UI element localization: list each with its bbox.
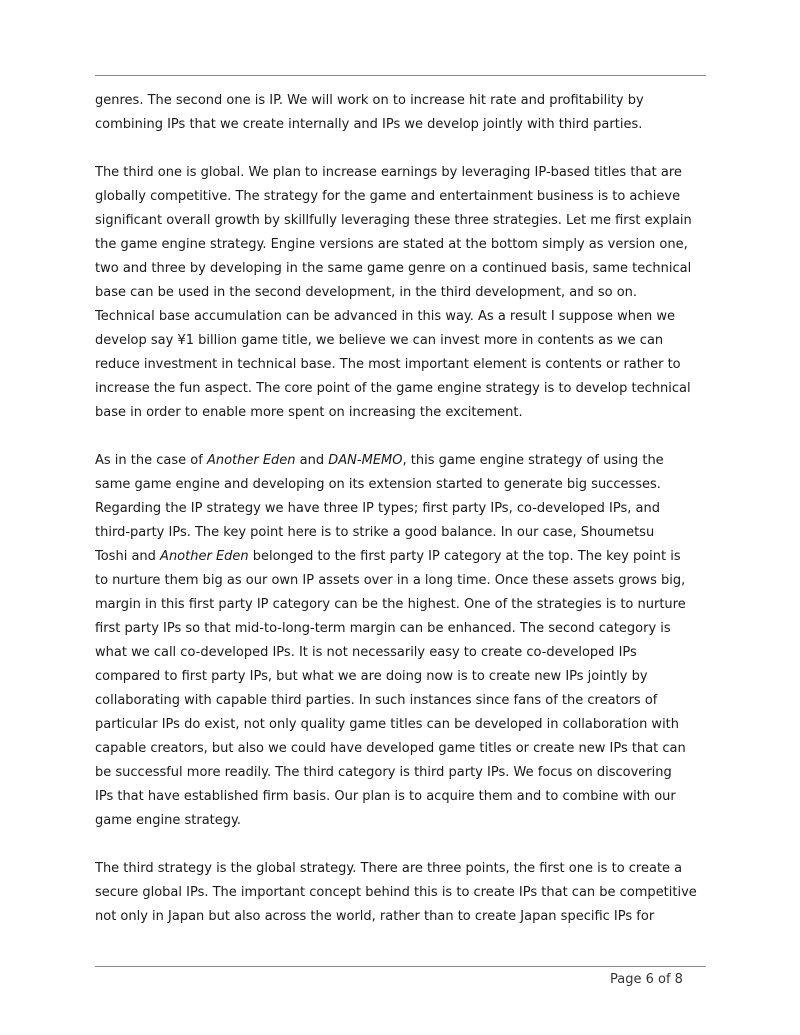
text-line [95,401,715,425]
text-segment: the game engine strategy. Engine versions are stated at the bottom simply as version one, [95,237,688,252]
text-segment: Regarding the IP strategy we have three IP types; first party IPs, co-developed IPs, and [95,501,660,516]
text-segment: IPs that have established firm basis. Our plan is to acquire them and to combine with our [95,789,676,804]
text-segment: not only in Japan but also across the world, rather than to create Japan specific IPs for [95,909,655,924]
text-segment: Technical base accumulation can be advanced in this way. As a result I suppose when we [95,309,676,324]
text-line [95,329,715,353]
text-line [95,665,715,689]
text-line [95,593,715,617]
text-segment: develop say ¥1 billion game title, we believe we can invest more in contents as we can [95,333,664,348]
paragraph [95,449,715,833]
text-line [95,809,715,833]
italic-title-text: Another Eden [206,453,296,468]
text-segment: As in the case of [95,453,207,468]
text-segment: margin in this first party IP category can be the highest. One of the strategies is to nurture [95,597,686,612]
text-line [95,617,715,641]
paragraph [95,161,715,425]
text-segment: The third one is global. We plan to increase earnings by leveraging IP-based titles that are [95,165,682,180]
text-line [95,857,715,881]
text-segment: significant overall growth by skillfully leveraging these three strategies. Let me first explain [95,213,692,228]
text-segment: base in order to enable more spent on increasing the excitement. [95,405,523,420]
text-line [95,281,715,305]
text-segment: , this game engine strategy of using the [402,453,664,468]
italic-title-text: Another Eden [160,549,249,564]
text-segment: combining IPs that we create internally and IPs we develop jointly with third parties. [95,117,643,132]
text-segment: The third strategy is the global strategy. There are three points, the first one is to create a [95,861,683,876]
text-segment: increase the fun aspect. The core point of the game engine strategy is to develop technical [95,381,691,396]
text-line [95,233,715,257]
text-segment: base can be used in the second development, in the third development, and so on. [95,285,638,300]
text-segment: belonged to the first party IP category at the top. The key point is [248,549,681,564]
text-line [95,89,715,113]
text-line [95,185,715,209]
text-line [95,737,715,761]
text-line [95,881,715,905]
text-line [95,905,715,929]
text-segment: globally competitive. The strategy for the game and entertainment business is to achieve [95,189,681,204]
text-segment: capable creators, but also we could have developed game titles or create new IPs that can [95,741,686,756]
text-line [95,689,715,713]
text-line [95,761,715,785]
text-segment: third-party IPs. The key point here is to strike a good balance. In our case, Shoumetsu [95,525,655,540]
text-line [95,641,715,665]
text-line [95,449,715,473]
text-line [95,161,715,185]
text-segment: first party IPs so that mid-to-long-term margin can be enhanced. The second category is [95,621,671,636]
text-segment: collaborating with capable third parties. In such instances since fans of the creators of [95,693,658,708]
text-segment: to nurture them big as our own IP assets over in a long time. Once these assets grows big, [95,573,686,588]
text-line [95,377,715,401]
paragraph [95,857,715,929]
text-segment: be successful more readily. The third category is third party IPs. We focus on discovering [95,765,672,780]
text-segment: reduce investment in technical base. The most important element is contents or rather to [95,357,681,372]
text-segment: what we call co-developed IPs. It is not necessarily easy to create co-developed IPs [95,645,637,660]
text-line [95,353,715,377]
document-body [95,89,715,953]
text-segment: particular IPs do exist, not only quality game titles can be developed in collaboration with [95,717,680,732]
text-segment: compared to first party IPs, but what we are doing now is to create new IPs jointly by [95,669,648,684]
text-segment: same game engine and developing on its extension started to generate big successes. [95,477,661,492]
text-line [95,305,715,329]
footer-divider [95,966,706,967]
text-line [95,209,715,233]
text-line [95,569,715,593]
italic-title-text: DAN-MEMO [328,453,403,468]
text-segment: genres. The second one is IP. We will work on to increase hit rate and profitability by [95,93,644,108]
text-line [95,473,715,497]
text-segment: secure global IPs. The important concept behind this is to create IPs that can be competitive [95,885,697,900]
page-number: Page 6 of 8 [610,972,683,987]
text-line [95,785,715,809]
text-line [95,257,715,281]
text-line [95,497,715,521]
header-divider [95,75,706,76]
text-segment: game engine strategy. [95,813,241,828]
text-line [95,713,715,737]
text-line [95,545,715,569]
text-segment: two and three by developing in the same game genre on a continued basis, same technical [95,261,692,276]
text-line [95,113,715,137]
text-line [95,521,715,545]
paragraph [95,89,715,137]
text-segment: Toshi and [95,549,161,564]
text-segment: and [295,453,329,468]
